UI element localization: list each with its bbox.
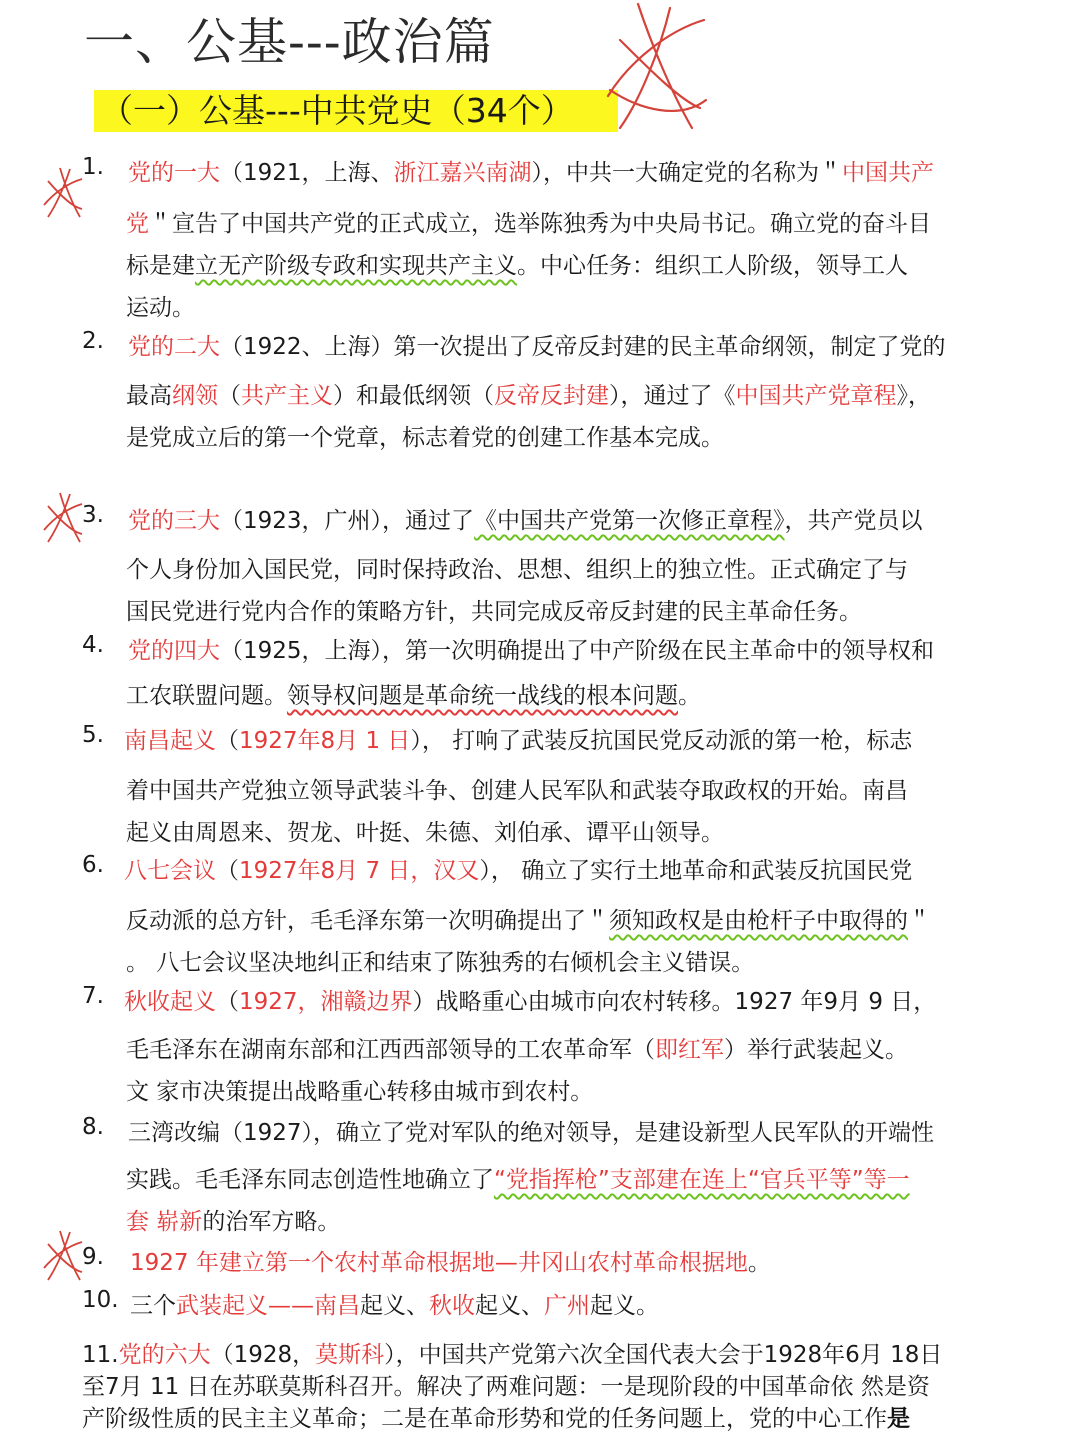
item-number: 1. <box>82 154 104 180</box>
text-segment: 实践。毛毛泽东同志创造性地确立了 <box>126 1167 494 1193</box>
text-highlight: 中国共产 <box>842 160 935 186</box>
text-segment: 着中国共产党独立领导武装斗争、创建人民军队和武装夺取政权的开始。南昌 <box>126 778 908 804</box>
text-line <box>126 814 724 847</box>
item-number: 3. <box>82 502 104 528</box>
text-segment: 。 <box>678 683 701 709</box>
text-highlight: 即红军 <box>655 1037 724 1063</box>
text-segment: 》， <box>896 383 931 409</box>
text-line <box>126 377 931 410</box>
text-highlight: 1927，湘赣边界 <box>239 989 413 1015</box>
text-segment: ＂宣告了中国共产党的正式成立，选举陈独秀为中央局书记。确立党的奋斗目 <box>149 211 931 237</box>
text-line <box>82 1336 942 1369</box>
text-segment: （1928， <box>210 1342 316 1368</box>
underlined-text: 须知政权是由枪杆子中取得的 <box>609 908 908 934</box>
text-segment: 起义、 <box>475 1293 544 1319</box>
text-line <box>128 502 923 535</box>
text-segment: 起义。 <box>590 1293 659 1319</box>
text-segment: 起义由周恩来、贺龙、叶挺、朱德、刘伯承、谭平山领导。 <box>126 820 724 846</box>
text-line <box>126 772 908 805</box>
item-number: 10. <box>82 1287 119 1313</box>
text-segment: （ <box>216 858 239 884</box>
text-line <box>126 247 908 280</box>
text-line <box>126 1073 593 1106</box>
item-number: 2. <box>82 328 104 354</box>
text-segment: 文 家市决策提出战略重心转移由城市到农村。 <box>126 1079 594 1105</box>
text-highlight: 反帝反封建 <box>494 383 609 409</box>
text-line <box>128 328 946 361</box>
text-line <box>126 593 862 626</box>
text-segment: （ <box>216 989 239 1015</box>
text-line <box>126 551 908 584</box>
text-highlight: 党的一大 <box>128 160 220 186</box>
section-subtitle: （一）公基---中共党史（34个） <box>94 90 618 132</box>
text-segment: 三个 <box>130 1293 176 1319</box>
text-line <box>124 722 912 755</box>
text-highlight: 中国共产党章程 <box>735 383 897 409</box>
text-line <box>126 205 931 238</box>
text-segment: 的治军方略。 <box>202 1209 341 1235</box>
text-segment: 起义、 <box>360 1293 429 1319</box>
item-number: 8. <box>82 1114 104 1140</box>
text-segment: 。 八七会议坚决地纠正和结束了陈独秀的右倾机会主义错误。 <box>126 950 755 976</box>
text-segment: ），中共一大确定党的名称为＂ <box>531 160 843 186</box>
star-mark-icon <box>40 165 85 220</box>
text-segment: ＂ <box>908 908 931 934</box>
text-segment: ）举行武装起义。 <box>724 1037 908 1063</box>
text-segment: （ <box>218 383 241 409</box>
text-highlight: 共产主义 <box>241 383 333 409</box>
text-highlight: 1927 年建立第一个农村革命根据地—井冈山农村革命根据地 <box>130 1250 748 1276</box>
text-segment: 是党成立后的第一个党章，标志着党的创建工作基本完成。 <box>126 425 724 451</box>
text-line <box>124 852 912 885</box>
text-highlight: 八七会议 <box>124 858 216 884</box>
text-line <box>128 154 934 187</box>
text-segment: ）， 打响了武装反抗国民党反动派的第一枪，标志 <box>410 728 913 754</box>
text-segment: 标是建 <box>126 253 195 279</box>
text-highlight: 广州 <box>544 1293 590 1319</box>
text-segment: 产阶级性质的民主主义革命；二是在革命形势和党的任务问题上，党的中心工作 <box>82 1406 887 1432</box>
text-segment: （1921，上海、 <box>220 160 394 186</box>
text-segment: 反动派的总方针，毛毛泽东第一次明确提出了＂ <box>126 908 609 934</box>
item-number: 9. <box>82 1244 104 1270</box>
text-line <box>82 1400 910 1433</box>
text-segment: 国民党进行党内合作的策略方针，共同完成反帝反封建的民主革命任务。 <box>126 599 862 625</box>
text-segment: ），通过了《 <box>609 383 736 409</box>
text-highlight: 武装起义——南昌 <box>176 1293 360 1319</box>
text-highlight: 党的三大 <box>128 508 220 534</box>
item-number: 6. <box>82 852 104 878</box>
text-highlight: 莫斯科 <box>315 1342 385 1368</box>
text-line <box>126 289 195 322</box>
star-mark-icon <box>40 490 85 545</box>
text-line <box>130 1244 771 1277</box>
text-line <box>126 419 724 452</box>
item-number: 7. <box>82 983 104 1009</box>
text-line <box>124 983 936 1016</box>
doodle-star-icon <box>600 0 710 135</box>
text-segment: （1922、上海）第一次提出了反帝反封建的民主革命纲领，制定了党的 <box>220 334 946 360</box>
text-highlight: 秋收起义 <box>124 989 216 1015</box>
text-line <box>128 1114 934 1147</box>
text-line <box>130 1287 659 1320</box>
text-segment: ），中国共产党第六次全国代表大会于1928年6月 18日 <box>384 1342 943 1368</box>
text-segment: 毛毛泽东在湖南东部和江西西部领导的工农革命军（ <box>126 1037 655 1063</box>
page-title: 一、公基---政治篇 <box>84 13 495 71</box>
text-highlight: 纲领 <box>172 383 218 409</box>
text-line <box>126 1203 340 1236</box>
text-segment: （1923，广州），通过了 <box>220 508 475 534</box>
text-line <box>126 944 754 977</box>
text-highlight: 秋收 <box>429 1293 475 1319</box>
text-highlight: 套 崭新 <box>126 1209 203 1235</box>
text-segment: 个人身份加入国民党，同时保持政治、思想、组织上的独立性。正式确定了与 <box>126 557 908 583</box>
text-highlight: 南昌起义 <box>124 728 216 754</box>
text-highlight: 浙江嘉兴南湖 <box>393 160 532 186</box>
text-segment: 。中心任务：组织工人阶级，领导工人 <box>517 253 908 279</box>
text-highlight: 党的二大 <box>128 334 220 360</box>
star-mark-icon <box>40 1228 85 1283</box>
text-segment: （ <box>216 728 239 754</box>
text-segment: ，共产党员以 <box>784 508 923 534</box>
text-segment: 。 <box>747 1250 771 1276</box>
text-segment: 工农联盟问题。 <box>126 683 287 709</box>
text-highlight: 党的四大 <box>128 638 220 664</box>
text-line <box>128 632 934 665</box>
text-highlight: 1927年8月 1 日 <box>239 728 411 754</box>
underlined-text: 立无产阶级专政和实现共产主义 <box>195 253 517 279</box>
text-line <box>126 1161 910 1194</box>
underlined-text: 《中国共产党第一次修正章程》 <box>474 508 785 534</box>
text-segment: ）和最低纲领（ <box>333 383 494 409</box>
text-line <box>126 677 701 710</box>
bold-text: 是 <box>887 1406 910 1432</box>
text-line <box>126 902 931 935</box>
text-line <box>82 1368 930 1401</box>
text-segment: 最高 <box>126 383 172 409</box>
text-segment: 至7月 11 日在苏联莫斯科召开。解决了两难问题：一是现阶段的中国革命依 然是资 <box>82 1374 930 1400</box>
text-highlight: 1927年8月 7 日，汉又 <box>239 858 480 884</box>
underlined-text: “党指挥枪”支部建在连上“官兵平等”等一 <box>494 1167 910 1193</box>
text-segment: ）， 确立了实行土地革命和武装反抗国民党 <box>479 858 913 884</box>
item-number: 4. <box>82 632 104 658</box>
text-highlight: 党 <box>126 211 149 237</box>
text-highlight: 党的六大 <box>118 1342 211 1368</box>
underlined-text: 领导权问题是革命统一战线的根本问题 <box>287 683 678 709</box>
text-segment: 运动。 <box>126 295 195 321</box>
item-number: 11. <box>82 1342 119 1368</box>
text-segment: 三湾改编（1927），确立了党对军队的绝对领导，是建设新型人民军队的开端性 <box>128 1120 935 1146</box>
text-segment: ）战略重心由城市向农村转移。1927 年9月 9 日， <box>412 989 937 1015</box>
text-segment: （1925，上海），第一次明确提出了中产阶级在民主革命中的领导权和 <box>220 638 935 664</box>
text-line <box>126 1031 908 1064</box>
item-number: 5. <box>82 722 104 748</box>
